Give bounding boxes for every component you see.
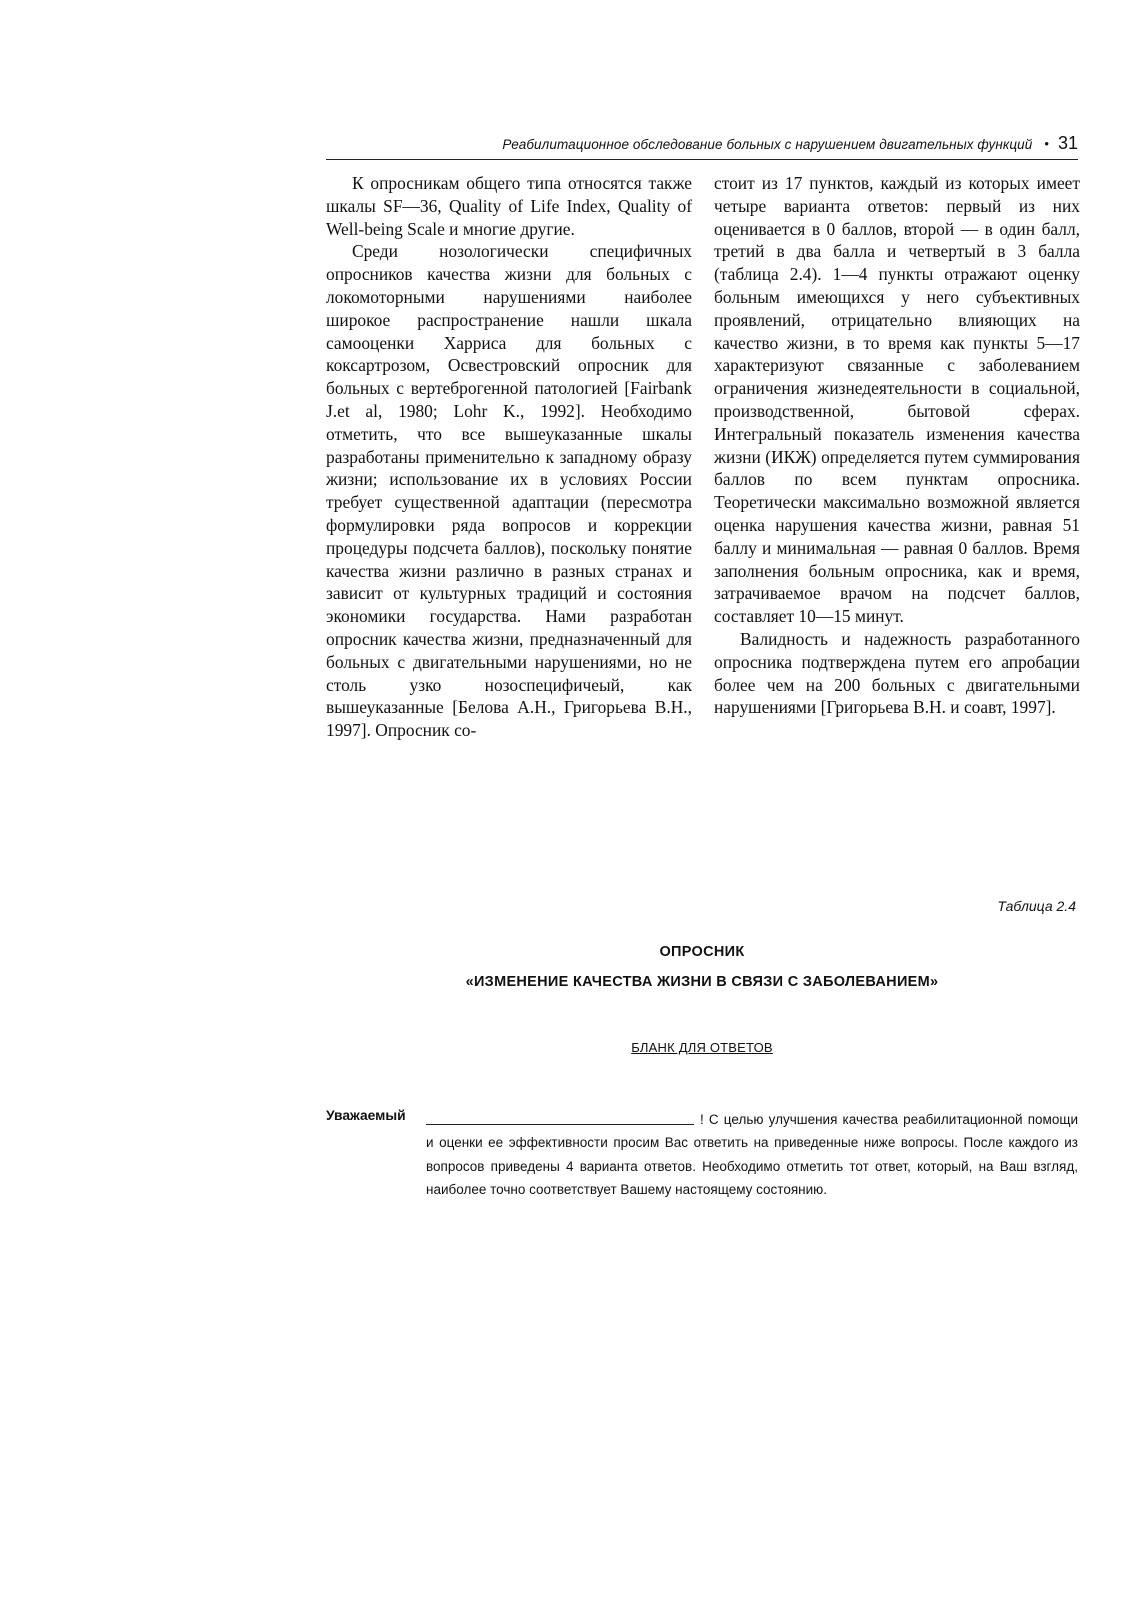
running-title: Реабилитационное обследование больных с нарушением двигательных функций — [502, 137, 1033, 152]
right-paragraph-1: стоит из 17 пунктов, каждый из которых имеет четыре варианта ответов: первый из них оценивается в 0 баллов, второй — в один балл, третий в два балла и четвертый в 3 балла (таблица 2.4). 1—4 пункты отражают оценку больным имеющихся у него субъективных проявлений, отрицательно влияющих на качество жизни, в то время как пункты 5—17 характеризуют связанные с заболеванием ограничения жизнедеятельности в социальной, производственной, бытовой сферах. Интегральный показатель изменения качества жизни (ИКЖ) определяется путем суммирования баллов по всем пунктам опросника. Теоретически максимально возможной является оценка нарушения качества жизни, равная 51 баллу и минимальная — равная 0 баллов. Время заполнения больным опросника, как и время, затрачиваемое врачом на подсчет баллов, составляет 10—15 минут. — [714, 173, 1080, 627]
table-label: Таблица 2.4 — [997, 898, 1076, 914]
page-number: 31 — [1057, 133, 1078, 153]
left-text-column — [326, 172, 692, 742]
right-paragraph-2: Валидность и надежность разработанного опросника подтверждена путем его апробации более чем на 200 больных с двигательными нарушениями [Григорьева В.Н. и соавт, 1997]. — [714, 628, 1080, 718]
right-text-column — [714, 172, 1080, 719]
answer-form-subtitle: БЛАНК ДЛЯ ОТВЕТОВ — [631, 1040, 773, 1055]
greeting-label: Уважаемый — [326, 1108, 406, 1123]
form-intro-text: ! С целью улучшения качества реабилитационной помощи и оценки ее эффективности просим Вас ответить на приведенные ниже вопросы. После каждого из вопросов приведены 4 варианта ответов. Необходимо отметить тот ответ, который, на Ваш взгляд, наиболее точно соответствует Вашему настоящему состоянию. — [426, 1112, 1078, 1198]
left-paragraph-1: К опросникам общего типа относятся также шкалы SF—36, Quality of Life Index, Quality of Well-being Scale и многие другие. — [326, 173, 692, 239]
header-bullet: • — [1044, 136, 1049, 151]
questionnaire-name: «ИЗМЕНЕНИЕ КАЧЕСТВА ЖИЗНИ В СВЯЗИ С ЗАБОЛЕВАНИЕМ» — [465, 974, 939, 990]
running-header — [326, 133, 1078, 160]
questionnaire-title: ОПРОСНИК — [659, 944, 745, 960]
left-paragraph-2: Среди нозологически специфичных опросников качества жизни для больных с локомоторными нарушениями наиболее широкое распространение нашли шкала самооценки Харриса для больных с коксартрозом, Освестровский опросник для больных с вертеброгенной патологией [Fairbank J.et al, 1980; Lohr K., 1992]. Необходимо отметить, что все вышеуказанные шкалы разработаны применительно к западному образу жизни; использование их в условиях России требует существенной адаптации (пересмотра формулировки ряда вопросов и коррекции процедуры подсчета баллов), поскольку понятие качества жизни различно в разных странах и зависит от культурных традиций и состояния экономики государства. Нами разработан опросник качества жизни, предназначенный для больных с двигательными нарушениями, но не столь узко нозоспецифичеый, как вышеуказанные [Белова А.Н., Григорьева В.Н., 1997]. Опросник со- — [326, 241, 692, 741]
